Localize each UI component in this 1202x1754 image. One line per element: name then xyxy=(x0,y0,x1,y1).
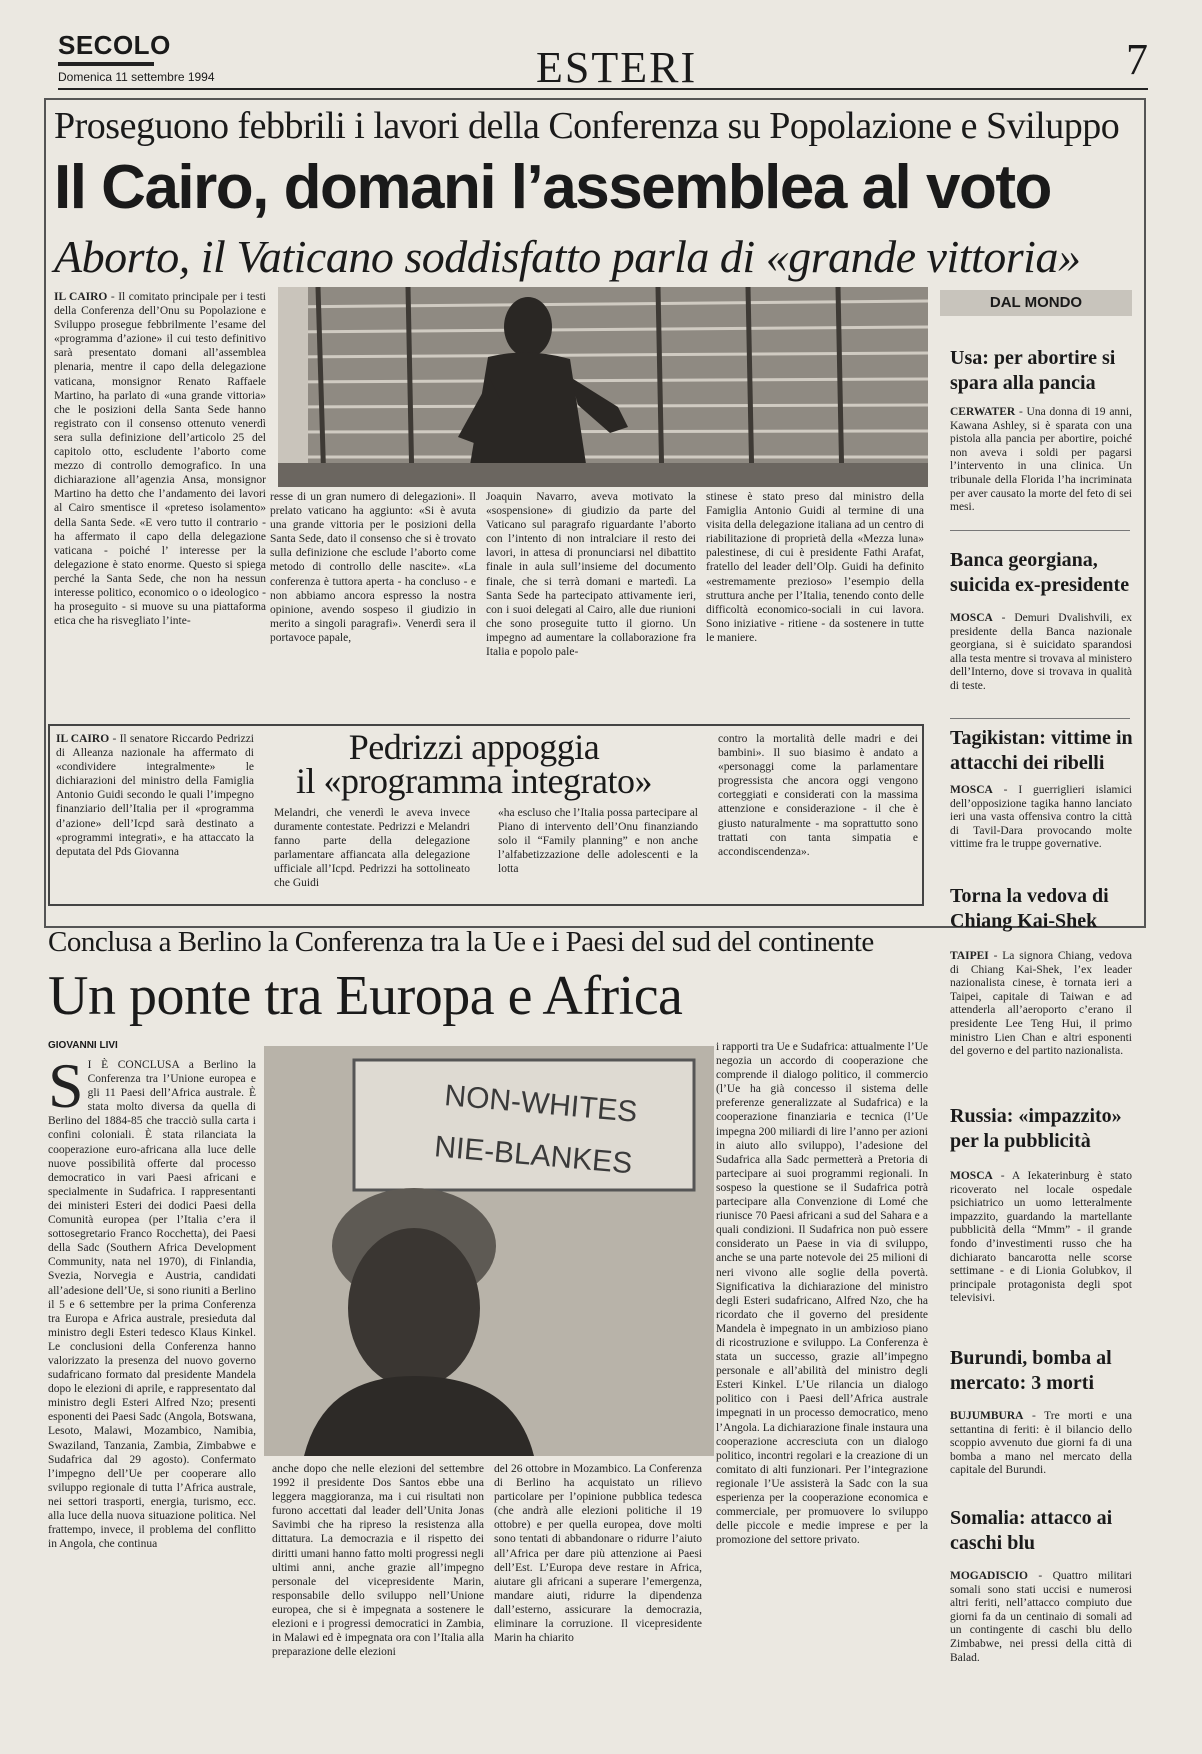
story1-photo xyxy=(278,287,928,487)
brand-underline xyxy=(58,62,154,66)
masthead xyxy=(58,28,1148,90)
sidebar-item-body: - I guerriglieri islamici dell’opposizione tagika hanno lanciato ieri una vasta offensiva contro la città di Tavil-Dara provocando molte vittime fra le truppe governative. xyxy=(950,784,1132,851)
story1-kicker: Proseguono febbrili i lavori della Conferenza su Popolazione e Sviluppo xyxy=(54,105,1120,147)
sidebar-divider xyxy=(950,530,1130,531)
story2-photo xyxy=(264,1046,714,1456)
fence-child-photo xyxy=(278,287,928,487)
story2-column-3: del 26 ottobre in Mozambico. La Conferenza di Berlino ha acquistato un rilievo particolare per l’opinione pubblica tedesca (che andrà alle elezioni politiche il 19 ottobre) e per quella europea, dove molti sono tentati di abbandonare o ridurre l’aiuto all’Africa per dare più attenzione ai Paesi dell’Est. L’Europa deve restare in Africa, aiutare gli africani a superare l’emergenza, mandare aiuti, ridurre la dipendenza dall’esterno, assicurare la democrazia, eliminare la corruzione. Il vicepresidente Marin ha chiarito xyxy=(494,1463,702,1645)
section-title: ESTERI xyxy=(536,43,698,92)
story1-subhead: Aborto, il Vaticano soddisfatto parla di «grande vittoria» xyxy=(54,231,1081,282)
sidebar-item-headline: Somalia: attacco ai caschi blu xyxy=(950,1507,1113,1554)
story2-headline: Un ponte tra Europa e Africa xyxy=(48,965,683,1027)
sidebar-item-dateline: TAIPEI xyxy=(950,950,989,962)
sidebar-item-dateline: MOSCA xyxy=(950,612,993,624)
story1-column-4: stinese è stato preso dal ministro della Famiglia Antonio Guidi al termine di una visita della delegazione italiana ad un centro di riabilitazione di proprietà della «Mezza luna» palestinese, di cui è presidente Fathi Arafat, fratello del leader dell’Olp. Guidi ha definito «estremamente prezioso» l’esempio della struttura anche per l’Italia, tenendo conto delle difficoltà economico-sociali in cui lavora. Sono iniziative - ritiene - da sostenere in tutte le maniere. xyxy=(706,491,924,644)
box2-column-1 xyxy=(56,732,254,900)
sidebar-item-dateline: MOSCA xyxy=(950,784,993,796)
sign-line-1: NON-WHITES xyxy=(443,1079,639,1129)
sidebar-item-dateline: BUJUMBURA xyxy=(950,1410,1024,1422)
sidebar-item-body: - Demuri Dvalishvili, ex presidente della Banca nazionale georgiana, si è suicidato sparandosi alla testa mentre si trovava al ministero dell’Interno, dove si trovava in qualità di teste. xyxy=(950,612,1132,692)
newspaper-brand: SECOLO xyxy=(58,30,171,60)
sidebar-item-body: - Quattro militari somali sono stati uccisi e numerosi altri feriti, nell’attacco compiuto due giorni fa da un centinaio di somali ad un contingente di caschi blu dello Zimbabwe, nei pressi della città di Balad. xyxy=(950,1570,1132,1664)
sidebar-item-text xyxy=(950,1410,1132,1502)
story1-column-1 xyxy=(54,290,266,720)
story2-dropcap: S xyxy=(48,1058,84,1121)
story1-headline: Il Cairo, domani l’assemblea al voto xyxy=(54,153,1051,222)
sidebar-item-dateline: MOGADISCIO xyxy=(950,1570,1028,1582)
sidebar-item-headline: Torna la vedova di Chiang Kai-Shek xyxy=(950,885,1109,932)
story1-column-2: resse di un gran numero di delegazioni». Il prelato vaticano ha aggiunto: «Si è avuta una grande vittoria per le posizioni della Santa Sede, dato il consenso che si è trovato sulla definizione che esclude l’aborto come metodo di controllo delle nascite». «La conferenza è tuttora aperta - ha concluso - e non abbiamo ancora espresso la nostra opinione, avendo sospeso il giudizio in merito a singoli paragrafi». Venerdì sera il portavoce papale, xyxy=(270,491,476,644)
sidebar-item-body: - La signora Chiang, vedova di Chiang Kai-Shek, l’ex leader nazionalista cinese, è tornata ieri a Taipei, capitale di Taiwan e ad attenderla all’aeroporto c’erano il presidente Lee Teng Hui, il primo ministro Lien Chan e altri esponenti del governo e del partito nazionalista. xyxy=(950,950,1132,1058)
story2-column-1 xyxy=(48,1058,256,1748)
story1-dateline: IL CAIRO xyxy=(54,291,108,303)
story2-kicker: Conclusa a Berlino la Conferenza tra la Ue e i Paesi del sud del continente xyxy=(48,926,874,958)
story2-column-2: anche dopo che nelle elezioni del settembre 1992 il presidente Dos Santos ebbe una leggera maggioranza, ma i cui risultati non furono accettati dal leader dell’Unita Jonas Savimbi che ha ripreso la resistenza alla dittatura. La democrazia e il rispetto dei diritti umani hanno fatto molti progressi negli ultimi anni, anche grazie all’impegno personale del vicepresidente Marin, responsabile dello sviluppo nell’Unione europea, che si è impegnata a sostenere le elezioni e i progressi democratici in Zambia, in Malawi ed è impegnata ora con l’Italia alla preparazione delle elezioni xyxy=(272,1463,484,1659)
sidebar-tag: DAL MONDO xyxy=(940,290,1132,316)
story2-col1-text: I È CONCLUSA a Berlino la Conferenza tra l’Unione europea e gli 11 Paesi dell’Africa australe. È stata molto diversa da quella di Berlino del 1884-85 che tracciò sulla carta i confini coloniali. È stata rilanciata la cooperazione euro-africana alla luce delle nuove possibilità offerte dal processo democratico in vari Paesi africani e specialmente in Sudafrica. I rappresentanti dei ministeri Esteri dei dodici Paesi della Comunità europea (per l’Italia c’era il sottosegretario Franco Rocchetta), dei Paesi della Sadc (Southern Africa Development Community, nata nel 1970), di Finlandia, Svezia, Norvegia e Austria, candidati all’adesione dell’Ue, si sono riuniti a Berlino il 5 e 6 settembre per la prima Conferenza tra Europa e Africa australe, presieduta dal ministro degli Esteri tedesco Klaus Kinkel. Le conclusioni della Conferenza hanno valorizzato la presenza del nuovo governo sudafricano formato dal presidente Mandela dopo le elezioni di aprile, e rappresentato dal ministro degli Esteri Alfred Nzo; presenti esponenti dei Paesi Sadc (Angola, Botswana, Lesoto, Malawi, Mozambico, Namibia, Swaziland, Tanzania, Zambia, Zimbabwe e Sudafrica dal 29 agosto). Confermato l’impegno dell’Ue per cooperare allo sviluppo regionale di tutta l’Africa australe, nei settori trasporti, energia, turismo, ecc. alla luce della nuova situazione politica. Nel frattempo, invece, il problema del conflitto in Angola, che continua xyxy=(48,1059,256,1551)
box2-title-line1: Pedrizzi appoggia xyxy=(348,727,600,767)
sidebar-item-text xyxy=(950,1170,1132,1332)
sidebar-item-dateline: MOSCA xyxy=(950,1170,993,1182)
page-number: 7 xyxy=(1126,35,1148,84)
sign-line-2: NIE-BLANKES xyxy=(433,1130,634,1181)
issue-date: Domenica 11 settembre 1994 xyxy=(58,70,215,84)
sidebar-item-body: - A Iekaterinburg è stato ricoverato nel locale ospedale psichiatrico un uomo letteralmente impazzito, guardando la martellante pubblicità della “Mmm” - il grande fondo d’investimenti russo che ha dichiarato bancarotta nelle scorse settimane - e di Lionia Golubkov, il principale protagonista degli spot televisivi. xyxy=(950,1170,1132,1305)
sidebar-item-dateline: CERWATER xyxy=(950,406,1016,418)
sidebar-item-text xyxy=(950,784,1132,890)
story2-column-4: i rapporti tra Ue e Sudafrica: attualmente l’Ue negozia un accordo di cooperazione che comprende il dialogo politico, il commercio (l’Ue ha già concesso il sistema delle preferenze generalizzate al Sudafrica) e la cooperazione finanziaria e tecnica (l’Ue impegna 200 miliardi di lire l’anno per azioni in aiuto allo sviluppo), l’adesione del Sudafrica alla Sadc permetterà a Pretoria di partecipare ai suoi programmi regionali. In sospeso la questione se il Sudafrica potrà partecipare alla Convenzione di Lomé che riunisce 70 Paesi africani a sud del Sahara e a quali condizioni. Il Sudafrica non può essere considerato un Paese in via di sviluppo, anche se una parte notevole dei 25 milioni di neri vivono alle soglie della povertà. Significativa la dichiarazione del ministro degli Esteri sudafricano, Alfred Nzo, che ha ricordato che il governo del presidente Mandela è impegnato in un ambizioso piano di ricostruzione e sviluppo. La Conferenza è stata un successo, grazie all’impegno personale e all’abilità del ministro degli Esteri Kinkel. L’Ue rilancia un dialogo politico con i Paesi dell’Africa australe impegnati in un processo democratico, meno l’Angola. La dichiarazione finale instaura una cooperazione accresciuta con un dialogo politico, incontri regolari e la creazione di un comitato di alti funzionari. Per l’integrazione regionale l’Ue assisterà la Sadc con la sua esperienza per la cooperazione economica e commerciale, per promuovere lo sviluppo delle piccole e medie imprese e per la promozione del settore privato. xyxy=(716,1041,928,1547)
story1-col1-text: - Il comitato principale per i testi della Conferenza dell’Onu su Popolazione e Sviluppo prosegue febbrilmente l’esame del «programma d’azione» il cui testo definitivo sarà presentato domani all’assemblea plenaria, mentre il capo della delegazione vaticana, monsignor Renato Raffaele Martino, ha parlato di «una grande vittoria» che le posizioni della Santa Sede hanno registrato con il consenso ottenuto venerdì sera sulla definizione dell’articolo 25 del capitolo otto, escludente l’aborto come mezzo di controllo demografico. In una dichiarazione all’agenzia Ansa, monsignor Martino ha detto che l’andamento dei lavori al Cairo smentisce il «preteso isolamento» della Santa Sede. «E vero tutto il contrario - ha affermato il capo della delegazione vaticana - poiché l’ interesse per la delegazione è stato enorme. Questo si spiega perché la Santa Sede, che non ha nessun interesse politico, economico o o ideologico - ha proseguito - si muove su una piattaforma etica che ha risvegliato l’inte- xyxy=(54,291,266,628)
sidebar-item-headline: Banca georgiana, suicida ex-presidente xyxy=(950,549,1130,596)
box2-col1-text: - Il senatore Riccardo Pedrizzi di Alleanza nazionale ha affermato di «condividere integralmente» le dichiarazioni del ministro della Famiglia Antonio Guidi secondo le quali l’impegno finanziario dell’Italia per il «programma d’azione» dell’Icpd sarà destinato a «programmi integrati», e ha attaccato la deputata del Pds Giovanna xyxy=(56,733,254,858)
sidebar-item-headline: Usa: per abortire si spara alla pancia xyxy=(950,347,1116,394)
sidebar-item-text xyxy=(950,612,1132,716)
sidebar-divider xyxy=(950,718,1130,719)
sidebar-item-body: - Tre morti e una settantina di feriti: è il bilancio dello scoppio avvenuto due giorni fa di una bomba a mano nel mercato della capitale del Burundi. xyxy=(950,1410,1132,1477)
sidebar-item-headline: Burundi, bomba al mercato: 3 morti xyxy=(950,1347,1112,1394)
box2-column-2: Melandri, che venerdì le aveva invece duramente contestate. Pedrizzi e Melandri fanno parte della delegazione parlamentare affiancata alla delegazione ufficiale all’Icpd. Pedrizzi ha sottolineato che Guidi xyxy=(274,807,470,890)
box2-title xyxy=(274,727,674,801)
box2-title-line2: il «programma integrato» xyxy=(296,761,652,801)
story2-byline: GIOVANNI LIVI xyxy=(48,1040,118,1051)
sidebar-item-text xyxy=(950,406,1132,524)
sidebar-item-headline: Russia: «impazzito» per la pubblicità xyxy=(950,1105,1122,1152)
sidebar-item-text xyxy=(950,950,1132,1086)
sidebar-dal-mondo xyxy=(940,290,1142,1750)
box2-dateline: IL CAIRO xyxy=(56,733,110,745)
box2-column-3: «ha escluso che l’Italia possa partecipare al Piano di intervento dell’Onu finanziando solo il “Family planning” e non anche l’alfabetizzazione delle adolescenti e la lotta xyxy=(498,807,698,876)
box2-column-4: contro la mortalità delle madri e dei bambini». Il suo biasimo è andato a «personaggi come la parlamentare progressista che ancora oggi vengono corteggiati e considerati con la massima attenzione e considerazione - il che è giusto naturalmente - ma soprattutto sono trattati con tanta simpatia e accondiscendenza». xyxy=(718,733,918,858)
sidebar-item-text xyxy=(950,1570,1132,1690)
sidebar-item-body: - Una donna di 19 anni, Kawana Ashley, si è sparata con una pistola alla pancia per abortire, poiché non aveva i soldi per pagarsi l’intervento in una clinica. Un tribunale della Florida l’ha incriminata per aver causato la morte del feto di sei mesi. xyxy=(950,406,1132,514)
sidebar-item-headline: Tagikistan: vittime in attacchi dei ribelli xyxy=(950,727,1133,774)
woman-sign-photo xyxy=(264,1046,714,1456)
story1-column-3: Joaquin Navarro, aveva motivato la «sospensione» di giudizio da parte del Vaticano sul paragrafo riguardante l’aborto con l’intento di non intralciare il resto dei lavori, in attesa di pronunciarsi nel dibattito finale in aula sull’insieme del documento finale, che si terrà domani e martedì. La Santa Sede ha partecipato attivamente ieri, con i suoi delegati al Cairo, alle due riunioni che sono proseguite tutto il giorno. Un impegno ad aumentare la collaborazione fra Italia e popolo pale- xyxy=(486,491,696,659)
